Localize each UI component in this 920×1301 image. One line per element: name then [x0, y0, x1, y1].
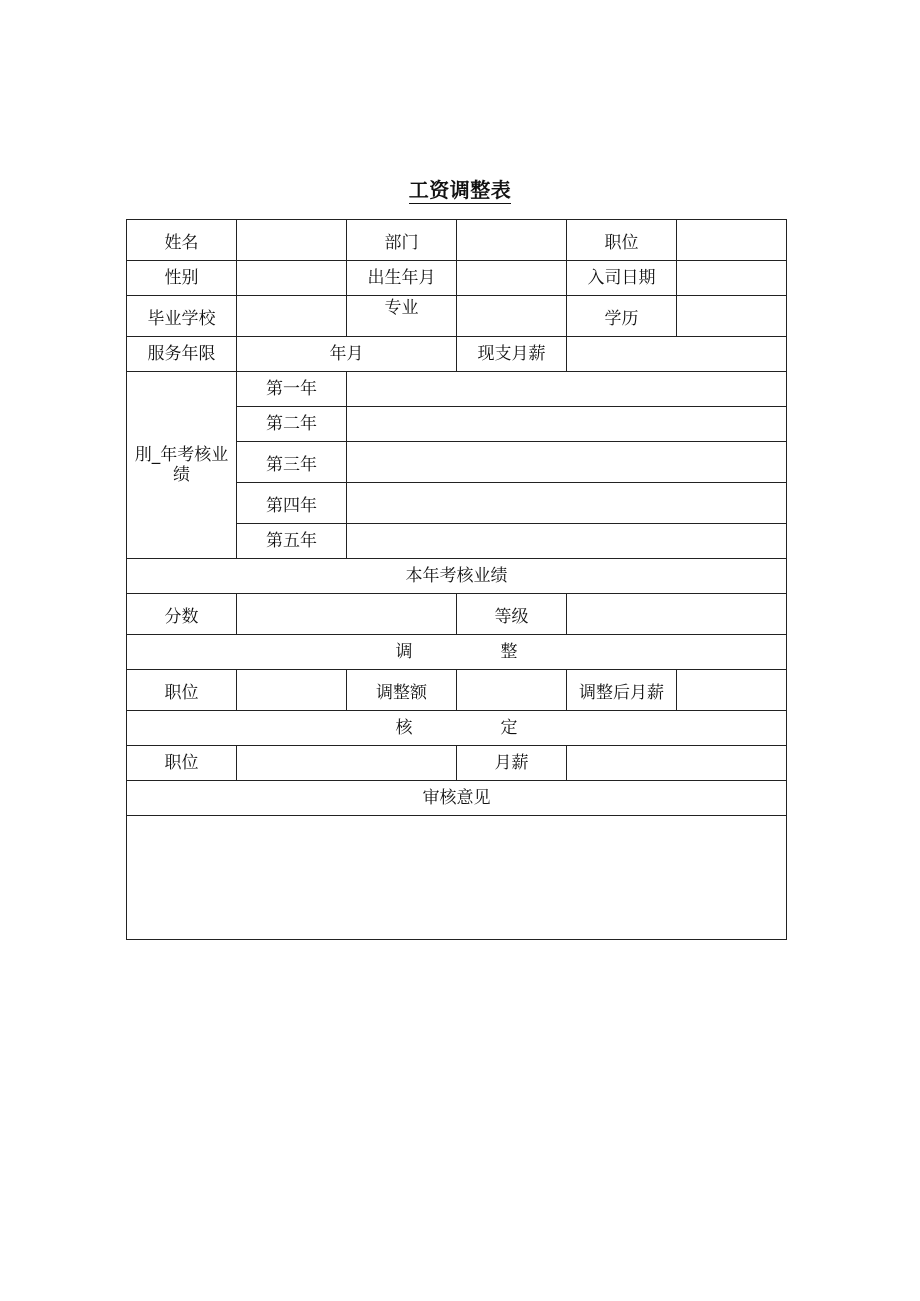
- table-row: [127, 781, 787, 816]
- score-field[interactable]: [237, 594, 457, 635]
- join-date-label: 入司日期: [567, 261, 677, 296]
- adjust-amount-field[interactable]: [457, 670, 567, 711]
- current-salary-label: 现支月薪: [457, 337, 567, 372]
- table-row: [127, 296, 787, 337]
- table-row: [127, 670, 787, 711]
- birth-date-field[interactable]: [457, 261, 567, 296]
- current-salary-field[interactable]: [567, 337, 787, 372]
- table-row: [127, 746, 787, 781]
- position-label: 职位: [567, 220, 677, 261]
- approval-header-right: 定: [500, 717, 518, 738]
- current-performance-header: 本年考核业绩: [127, 559, 787, 594]
- major-label: 专业: [347, 296, 457, 337]
- adjustment-header-right: 整: [500, 641, 518, 662]
- gender-field[interactable]: [237, 261, 347, 296]
- year-3-field[interactable]: [347, 442, 787, 483]
- year-2-field[interactable]: [347, 407, 787, 442]
- department-field[interactable]: [457, 220, 567, 261]
- year-label: 第五年: [237, 524, 347, 559]
- department-label: 部门: [347, 220, 457, 261]
- new-salary-label: 调整后月薪: [567, 670, 677, 711]
- table-row: [127, 372, 787, 407]
- score-label: 分数: [127, 594, 237, 635]
- name-field[interactable]: [237, 220, 347, 261]
- table-row: [127, 220, 787, 261]
- grade-label: 等级: [457, 594, 567, 635]
- gender-label: 性别: [127, 261, 237, 296]
- position-field[interactable]: [677, 220, 787, 261]
- grade-field[interactable]: [567, 594, 787, 635]
- review-header: 审核意见: [127, 781, 787, 816]
- name-label: 姓名: [127, 220, 237, 261]
- year-label: 第三年: [237, 442, 347, 483]
- join-date-field[interactable]: [677, 261, 787, 296]
- major-field[interactable]: [457, 296, 567, 337]
- school-label: 毕业学校: [127, 296, 237, 337]
- new-salary-field[interactable]: [677, 670, 787, 711]
- past-performance-label: 刖_年考核业绩: [127, 372, 237, 559]
- adjustment-header-left: 调: [395, 641, 413, 662]
- approved-salary-label: 月薪: [457, 746, 567, 781]
- adjustment-header: [127, 635, 787, 670]
- education-field[interactable]: [677, 296, 787, 337]
- salary-adjustment-table: [126, 219, 787, 940]
- service-years-field[interactable]: 年月: [237, 337, 457, 372]
- school-field[interactable]: [237, 296, 347, 337]
- table-row: [127, 816, 787, 940]
- table-row: [127, 337, 787, 372]
- table-row: [127, 635, 787, 670]
- year-5-field[interactable]: [347, 524, 787, 559]
- adjust-position-field[interactable]: [237, 670, 347, 711]
- approved-position-label: 职位: [127, 746, 237, 781]
- year-4-field[interactable]: [347, 483, 787, 524]
- adjust-amount-label: 调整额: [347, 670, 457, 711]
- table-row: [127, 559, 787, 594]
- table-row: [127, 711, 787, 746]
- year-1-field[interactable]: [347, 372, 787, 407]
- approval-header: [127, 711, 787, 746]
- review-comment-area[interactable]: [127, 816, 787, 940]
- approved-salary-field[interactable]: [567, 746, 787, 781]
- birth-date-label: 出生年月: [347, 261, 457, 296]
- year-label: 第一年: [237, 372, 347, 407]
- table-row: [127, 594, 787, 635]
- year-label: 第二年: [237, 407, 347, 442]
- year-label: 第四年: [237, 483, 347, 524]
- adjust-position-label: 职位: [127, 670, 237, 711]
- form-title: [0, 174, 920, 203]
- education-label: 学历: [567, 296, 677, 337]
- approval-header-left: 核: [395, 717, 413, 738]
- table-row: [127, 261, 787, 296]
- service-years-label: 服务年限: [127, 337, 237, 372]
- approved-position-field[interactable]: [237, 746, 457, 781]
- form-title-text: 工资调整表: [408, 178, 512, 202]
